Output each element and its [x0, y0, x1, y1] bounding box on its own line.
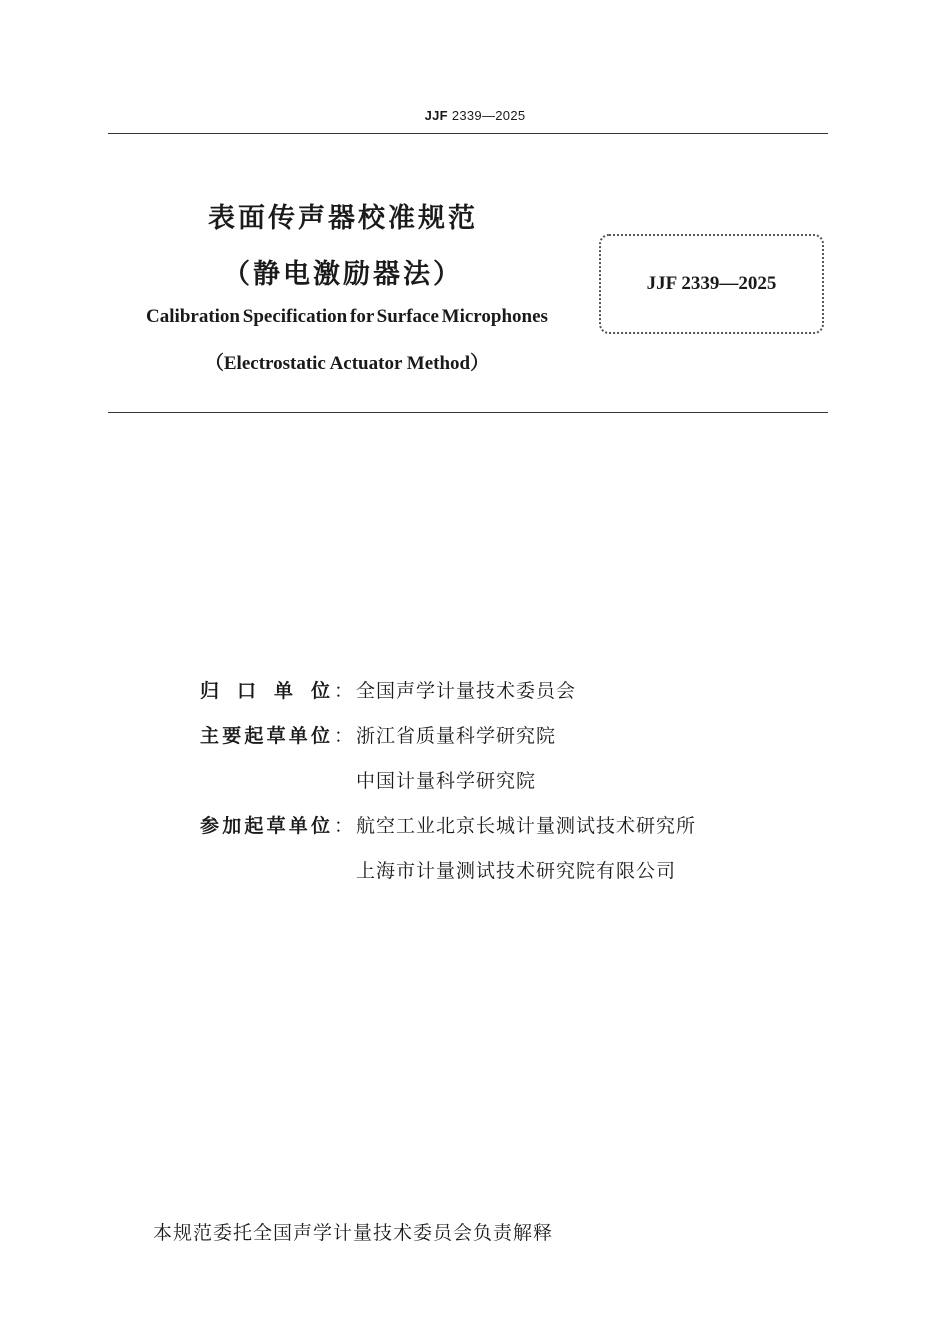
header-standard-code	[0, 108, 950, 123]
header-code-number: 2339—2025	[451, 108, 526, 123]
org-row-participating-cont	[200, 856, 840, 901]
drafting-organizations	[200, 676, 840, 901]
subtitle-chinese: （静电激励器法）	[223, 259, 463, 290]
org-row-main-drafting	[200, 721, 840, 766]
org-colon: ：	[334, 725, 354, 747]
org-row-participating	[200, 811, 840, 856]
interpretation-note: 本规范委托全国声学计量技术委员会负责解释	[153, 1222, 554, 1244]
title-divider	[108, 412, 828, 413]
subtitle-english: （Electrostatic Actuator Method）	[204, 353, 490, 374]
org-value: 上海市计量测试技术研究院有限公司	[356, 860, 677, 882]
org-label: 主 要 起 草 单 位	[200, 725, 330, 747]
title-chinese: 表面传声器校准规范	[208, 203, 478, 234]
standard-code-box	[599, 234, 824, 334]
org-value: 全国声学计量技术委员会	[356, 680, 577, 702]
header-code-prefix: JJF	[424, 108, 448, 123]
org-row-responsible	[200, 676, 840, 721]
org-label: 归 口 单 位	[200, 680, 330, 702]
org-colon: ：	[334, 680, 354, 702]
org-row-main-drafting-cont	[200, 766, 840, 811]
org-colon: ：	[334, 815, 354, 837]
title-english: Calibration Specification for Surface Microphones	[146, 306, 548, 327]
org-value: 浙江省质量科学研究院	[356, 725, 557, 747]
org-label: 参 加 起 草 单 位	[200, 815, 330, 837]
org-value: 中国计量科学研究院	[356, 770, 537, 792]
org-value: 航空工业北京长城计量测试技术研究所	[356, 815, 697, 837]
standard-code-text: JJF 2339—2025	[646, 273, 777, 294]
top-divider	[108, 133, 828, 134]
